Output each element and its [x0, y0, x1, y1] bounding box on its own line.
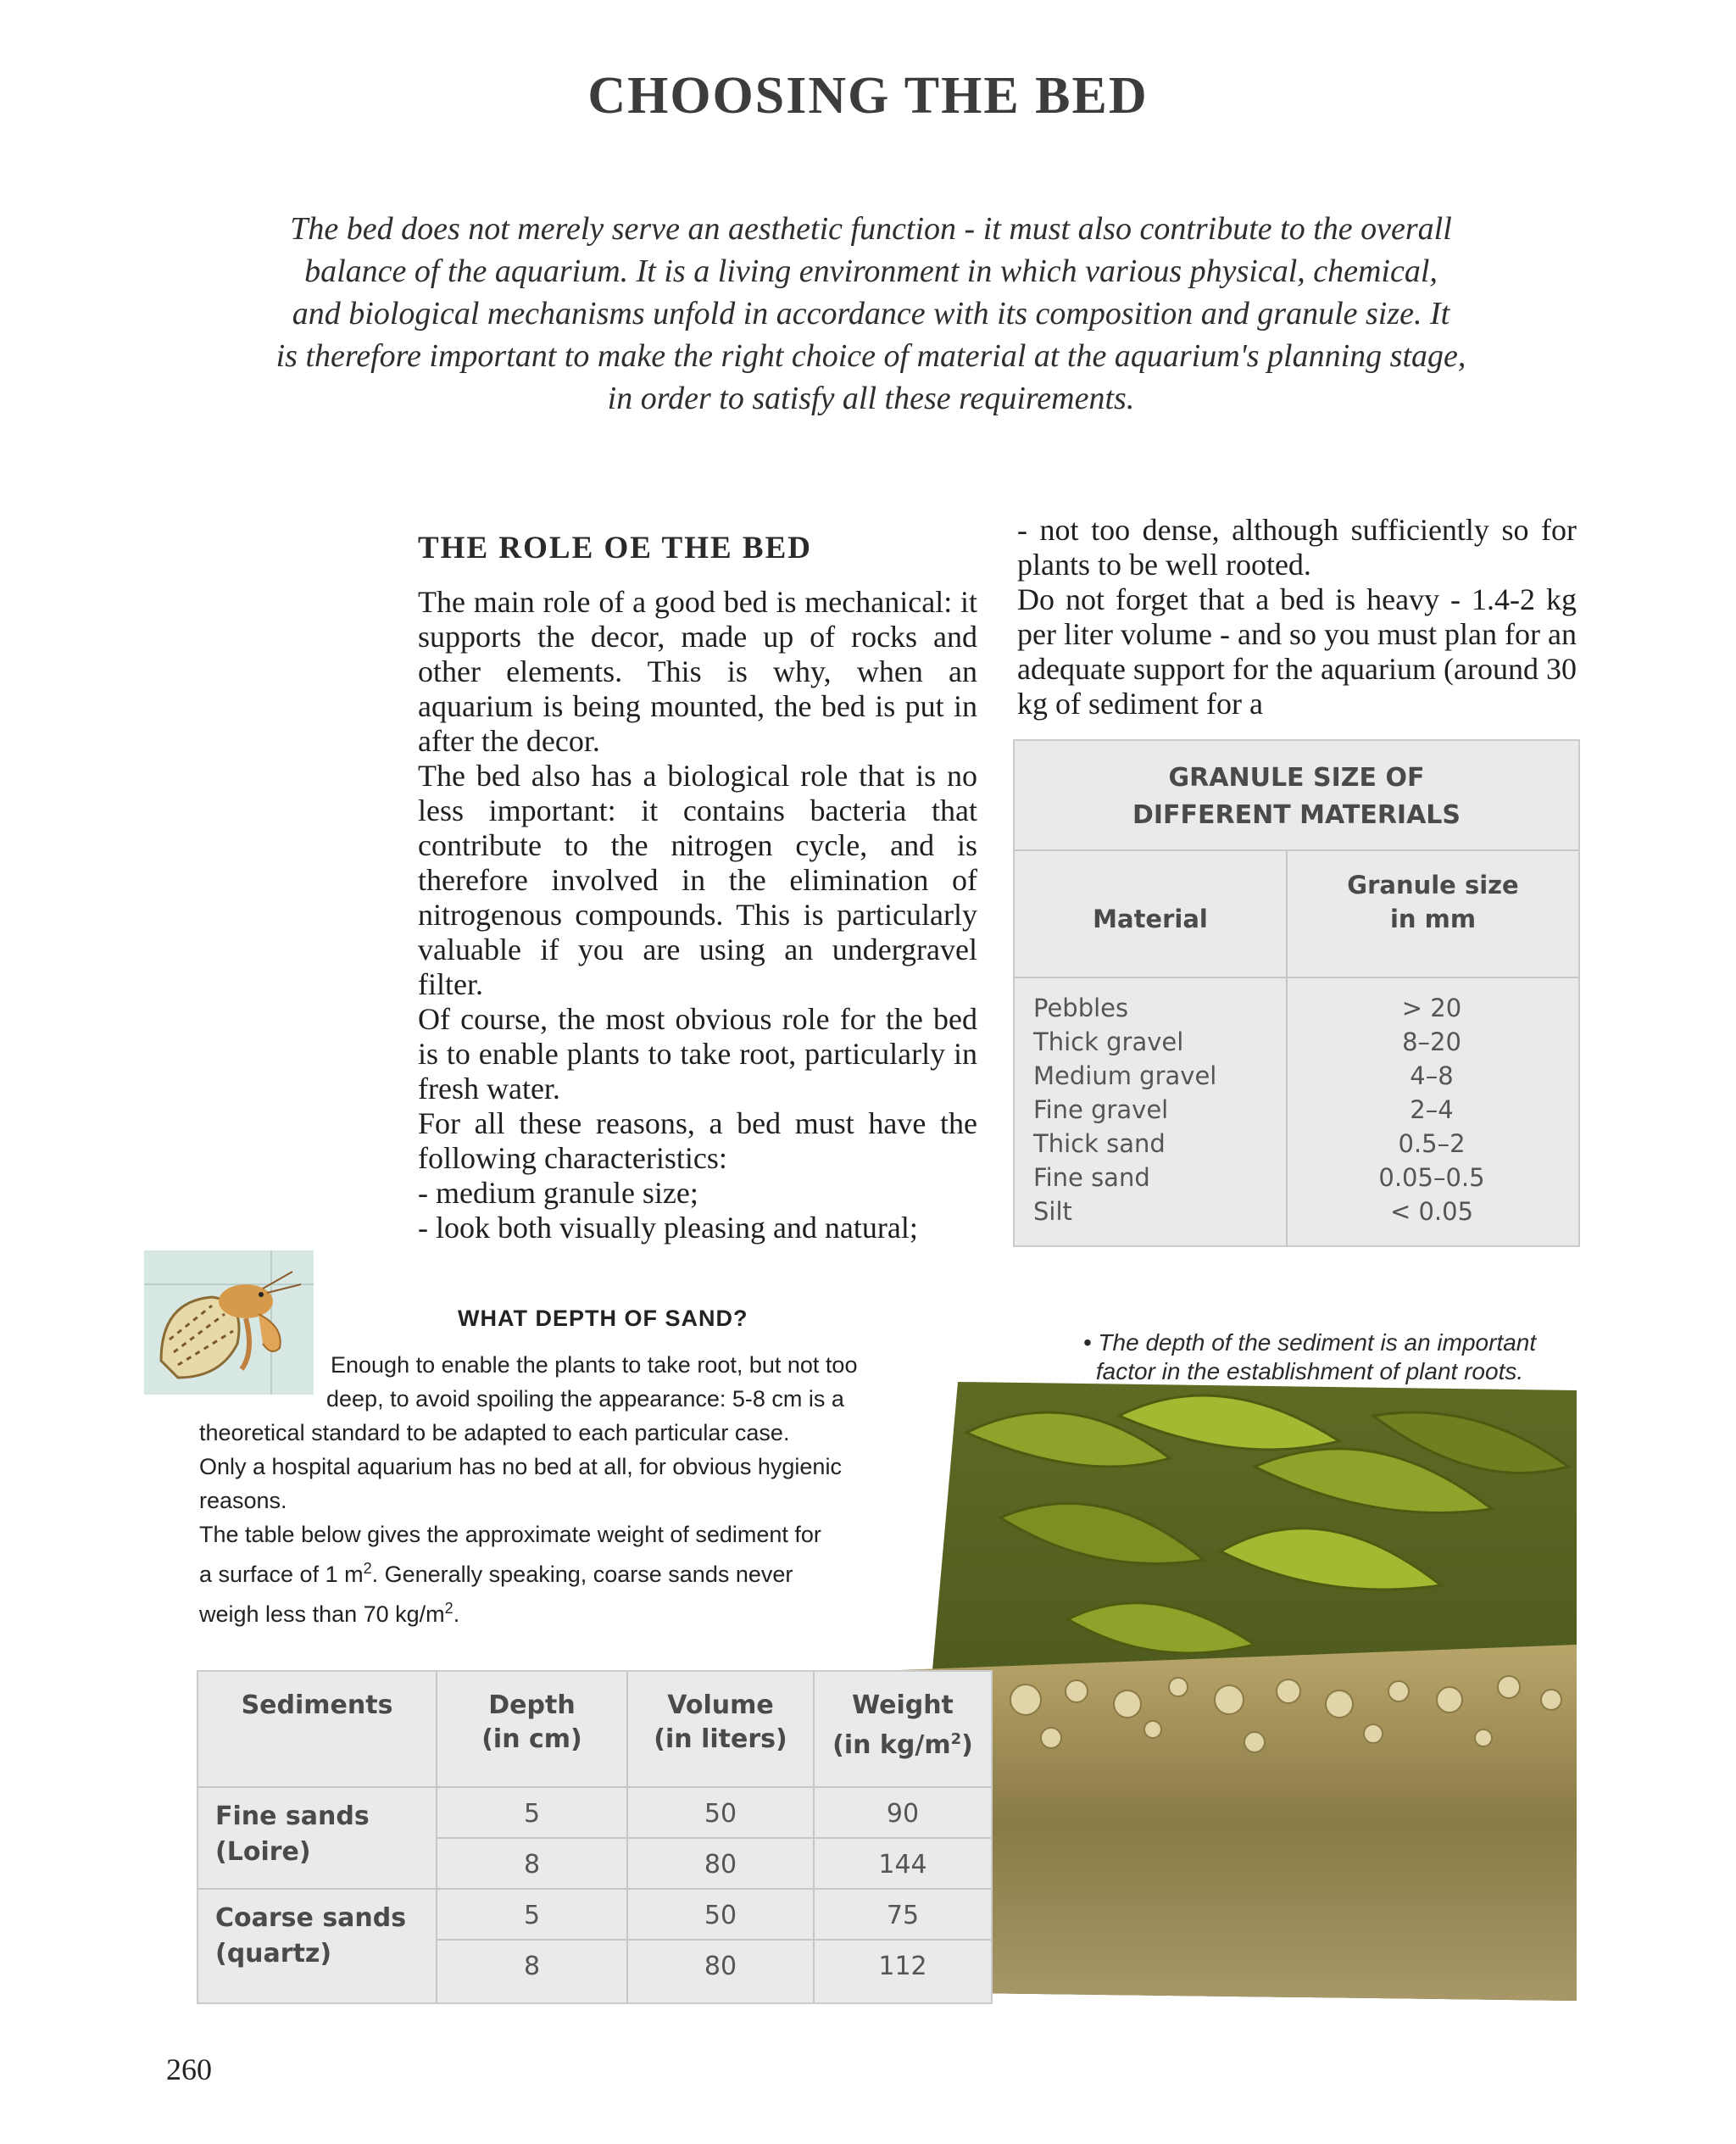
role-body-left — [418, 585, 977, 1245]
text-run: (in kg/m — [832, 1730, 951, 1760]
size-cell: > 20 — [1401, 994, 1462, 1022]
size-cell: < 0.05 — [1389, 1197, 1474, 1226]
intro-line: The bed does not merely serve an aesthetic function - it must also contribute to the overall — [290, 211, 1452, 247]
column-header-material: Material — [1093, 905, 1208, 933]
weight-cell: 144 — [878, 1850, 927, 1879]
size-cell: 4–8 — [1410, 1061, 1454, 1090]
table-title-line: DIFFERENT MATERIALS — [1132, 800, 1461, 830]
size-cell: 2–4 — [1410, 1095, 1454, 1124]
text-run: . Generally speaking, coarse sands never — [371, 1562, 793, 1587]
caption-line: factor in the establishment of plant roots. — [1095, 1358, 1524, 1384]
text-line: deep, to avoid spoiling the appearance: 5-8 cm is a — [326, 1386, 844, 1412]
text-line — [199, 1551, 928, 1591]
column-header-depth — [437, 1689, 626, 1757]
group-line: (quartz) — [215, 1939, 332, 1969]
divider — [198, 1888, 991, 1890]
column-header-sediments: Sediments — [241, 1690, 393, 1720]
table-row — [1033, 1161, 1559, 1195]
volume-cell: 80 — [704, 1952, 737, 1981]
caption-line: • The depth of the sediment is an important — [1082, 1329, 1537, 1356]
depth-cell: 5 — [523, 1799, 541, 1829]
sediment-weight-table — [197, 1670, 993, 2004]
divider — [1015, 977, 1578, 978]
size-cell: 0.05–0.5 — [1378, 1163, 1485, 1192]
superscript: 2 — [950, 1730, 962, 1748]
weight-cell: 112 — [878, 1952, 927, 1981]
material-cell: Silt — [1033, 1197, 1072, 1226]
paragraph: Of course, the most obvious role for the bed is to enable plants to take root, particularly in fresh water. — [418, 1002, 977, 1105]
aquarium-sediment-photo — [899, 1365, 1577, 2001]
material-cell: Thick sand — [1033, 1129, 1166, 1158]
header-line: Depth — [488, 1690, 576, 1720]
text-run: . — [453, 1601, 460, 1627]
table-title — [1015, 760, 1578, 834]
text-line: reasons. — [199, 1488, 287, 1513]
text-line: The table below gives the approximate weight of sediment for — [199, 1522, 821, 1547]
volume-cell: 50 — [704, 1901, 737, 1930]
paragraph: Do not forget that a bed is heavy - 1.4-2 kg per liter volume - and so you must plan for an adequate support for the aquarium (around 30 kg of sediment for a — [1017, 582, 1577, 721]
table-row — [1033, 1127, 1559, 1161]
text-run: weigh less than 70 kg/m — [199, 1601, 445, 1627]
depth-cell: 8 — [523, 1952, 541, 1981]
paragraph: The bed also has a biological role that is no less important: it contains bacteria that contribute to the nitrogen cycle, and is therefore involved in the elimination of nitrogenous compounds. This is particularly valuable if you are using an undergravel filter. — [418, 759, 977, 1001]
text-line — [199, 1591, 928, 1631]
page-title: CHOOSING THE BED — [587, 67, 1149, 125]
header-line: Granule size — [1347, 871, 1519, 899]
intro-line: and biological mechanisms unfold in accordance with its composition and granule size. It — [292, 296, 1450, 331]
material-cell: Medium gravel — [1033, 1061, 1217, 1090]
depth-cell: 5 — [523, 1901, 541, 1930]
intro-line: is therefore important to make the right choice of material at the aquarium's planning stage, — [275, 338, 1466, 374]
header-line: Weight — [852, 1690, 954, 1720]
column-header-weight — [815, 1689, 991, 1763]
sand-body — [199, 1348, 928, 1631]
table-row — [1033, 1195, 1559, 1228]
table-body — [1033, 991, 1559, 1228]
paragraph: For all these reasons, a bed must have the following characteristics: — [418, 1106, 977, 1175]
table-row — [1033, 1059, 1559, 1093]
table-title-line: GRANULE SIZE OF — [1168, 763, 1425, 793]
sediment-group-name — [215, 1799, 370, 1870]
column-header-volume — [628, 1689, 813, 1757]
size-cell: 8–20 — [1402, 1027, 1461, 1056]
intro-line: balance of the aquarium. It is a living environment in which various physical, chemical, — [304, 253, 1438, 289]
column-header-granule-size — [1288, 868, 1578, 936]
bullet-item: - medium granule size; — [418, 1176, 698, 1210]
divider — [436, 1837, 991, 1839]
intro-line: in order to satisfy all these requirements. — [607, 381, 1135, 416]
intro-paragraph — [165, 208, 1577, 420]
superscript: 2 — [444, 1600, 453, 1617]
header-line: Volume — [667, 1690, 774, 1720]
group-line: (Loire) — [215, 1837, 311, 1867]
role-body-right — [1017, 513, 1577, 721]
text-line: theoretical standard to be adapted to each particular case. — [199, 1420, 790, 1445]
material-cell: Pebbles — [1033, 994, 1129, 1022]
material-cell: Fine sand — [1033, 1163, 1150, 1192]
depth-cell: 8 — [523, 1850, 541, 1879]
divider — [1015, 849, 1578, 851]
paragraph: The main role of a good bed is mechanical: it supports the decor, made up of rocks and other elements. This is why, when an aquarium is being mounted, the bed is put in after the decor. — [418, 585, 977, 758]
header-line: in mm — [1389, 905, 1477, 933]
material-cell: Fine gravel — [1033, 1095, 1169, 1124]
weight-cell: 90 — [886, 1799, 920, 1829]
divider — [198, 1786, 991, 1788]
table-row — [1033, 1025, 1559, 1059]
page-number: 260 — [166, 2052, 212, 2086]
text-run: a surface of 1 m — [199, 1562, 364, 1587]
text-line: Only a hospital aquarium has no bed at all, for obvious hygienic — [199, 1454, 842, 1479]
material-cell: Thick gravel — [1033, 1027, 1184, 1056]
superscript: 2 — [363, 1560, 372, 1577]
header-line: (in cm) — [481, 1724, 582, 1754]
header-line — [815, 1723, 991, 1763]
table-row — [1033, 991, 1559, 1025]
volume-cell: 50 — [704, 1799, 737, 1829]
paragraph: - not too dense, although sufficiently so for plants to be well rooted. — [1017, 513, 1577, 582]
granule-size-table — [1013, 739, 1580, 1247]
header-line: (in liters) — [654, 1724, 787, 1754]
sediment-group-name — [215, 1901, 406, 1972]
text-run: ) — [961, 1730, 973, 1760]
size-cell: 0.5–2 — [1398, 1129, 1466, 1158]
weight-cell: 75 — [886, 1901, 920, 1930]
section-heading-role: THE ROLE OE THE BED — [418, 531, 812, 565]
group-line: Coarse sands — [215, 1903, 407, 1933]
text-line: Enough to enable the plants to take root, but not too — [331, 1352, 858, 1378]
group-line: Fine sands — [215, 1802, 370, 1831]
bullet-item: - look both visually pleasing and natural; — [418, 1211, 918, 1245]
table-row — [1033, 1093, 1559, 1127]
section-heading-sand: WHAT DEPTH OF SAND? — [458, 1306, 748, 1331]
volume-cell: 80 — [704, 1850, 737, 1879]
divider — [436, 1939, 991, 1941]
